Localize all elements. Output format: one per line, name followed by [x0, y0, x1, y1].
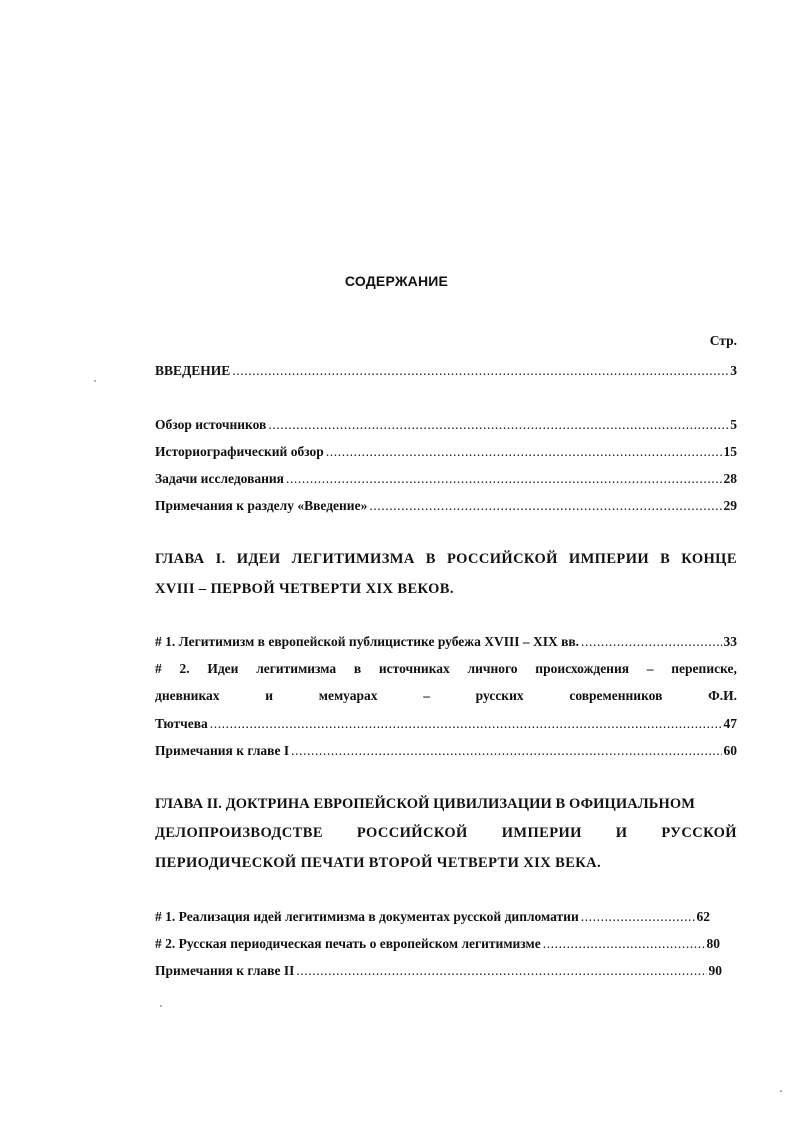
- toc-entry-label: # 1. Реализация идей легитимизма в документах русской дипломатии: [155, 909, 579, 924]
- toc-entry-page: 29: [723, 498, 737, 513]
- toc-entry-label: Примечания к главе II: [155, 963, 295, 978]
- toc-entry-label: ВВЕДЕНИЕ: [155, 363, 231, 378]
- toc-entry-page: 62: [696, 909, 710, 924]
- toc-entry-page: 90: [708, 963, 722, 978]
- toc-leader: [296, 962, 706, 979]
- chapter-2-title-line-3: ПЕРИОДИЧЕСКОЙ ПЕЧАТИ ВТОРОЙ ЧЕТВЕРТИ XIX ВЕКА.: [155, 855, 602, 871]
- toc-entry-intro-notes[interactable]: [155, 497, 737, 514]
- toc-entry-label: Обзор источников: [155, 417, 267, 432]
- toc-leader: [581, 633, 721, 650]
- toc-leader: [369, 497, 721, 514]
- toc-entry-page: 33: [723, 634, 737, 649]
- scan-speck: [160, 1005, 162, 1007]
- toc-entry-label: Тютчева: [155, 716, 208, 731]
- toc-entry-ch2-notes[interactable]: [155, 962, 722, 979]
- toc-leader: [232, 362, 728, 379]
- toc-entry-page: 15: [723, 444, 737, 459]
- toc-leader: [326, 443, 722, 460]
- toc-entry-label: Примечания к разделу «Введение»: [155, 498, 368, 513]
- toc-entry-label: Задачи исследования: [155, 471, 284, 486]
- page-column-label: Стр.: [709, 333, 737, 348]
- toc-entry-ch1-section-2-line-1[interactable]: # 2. Идеи легитимизма в источниках личного происхождения – переписке,: [155, 661, 737, 676]
- chapter-2-title-line-1: ГЛАВА II. ДОКТРИНА ЕВРОПЕЙСКОЙ ЦИВИЛИЗАЦИИ В ОФИЦИАЛЬНОМ: [155, 796, 696, 812]
- chapter-2-title-line-2: ДЕЛОПРОИЗВОДСТВЕ РОССИЙСКОЙ ИМПЕРИИ И РУССКОЙ: [155, 825, 737, 841]
- toc-entry-historiography[interactable]: [155, 443, 737, 460]
- toc-entry-label: # 2. Русская периодическая печать о европейском легитимизме: [155, 936, 541, 951]
- toc-entry-label: # 1. Легитимизм в европейской публицистике рубежа XVIII – XIX вв.: [155, 634, 580, 649]
- toc-entry-page: 28: [723, 471, 737, 486]
- toc-entry-label: Примечания к главе I: [155, 743, 290, 758]
- toc-entry-research-tasks[interactable]: [155, 470, 737, 487]
- toc-entry-page: 5: [730, 417, 737, 432]
- toc-entry-ch1-section-1[interactable]: [155, 633, 737, 650]
- toc-entry-ch1-section-2-line-3[interactable]: [155, 715, 737, 732]
- toc-entry-page: 3: [730, 363, 737, 378]
- scan-speck: [780, 1090, 782, 1092]
- toc-leader: [286, 470, 722, 487]
- toc-entry-ch2-section-2[interactable]: [155, 935, 720, 952]
- toc-entry-sources-review[interactable]: [155, 416, 737, 433]
- chapter-1-title-line-1: ГЛАВА I. ИДЕИ ЛЕГИТИМИЗМА В РОССИЙСКОЙ ИМПЕРИИ В КОНЦЕ: [155, 551, 737, 567]
- toc-entry-page: 60: [723, 743, 737, 758]
- toc-leader: [268, 416, 728, 433]
- scan-speck: [94, 380, 96, 382]
- toc-entry-ch2-section-1[interactable]: [155, 908, 710, 925]
- toc-leader: [210, 715, 722, 732]
- toc-entry-ch1-section-2-line-2[interactable]: дневниках и мемуарах – русских современников Ф.И.: [155, 688, 737, 703]
- toc-entry-page: 47: [723, 716, 737, 731]
- page-title: СОДЕРЖАНИЕ: [344, 273, 449, 289]
- toc-entry-page: 80: [706, 936, 720, 951]
- chapter-1-title-line-2: XVIII – ПЕРВОЙ ЧЕТВЕРТИ XIX ВЕКОВ.: [155, 581, 454, 597]
- toc-leader: [581, 908, 695, 925]
- toc-leader: [291, 742, 721, 759]
- toc-entry-label: Историографический обзор: [155, 444, 324, 459]
- toc-entry-ch1-notes[interactable]: [155, 742, 737, 759]
- toc-entry-introduction[interactable]: [155, 362, 737, 379]
- toc-leader: [543, 935, 705, 952]
